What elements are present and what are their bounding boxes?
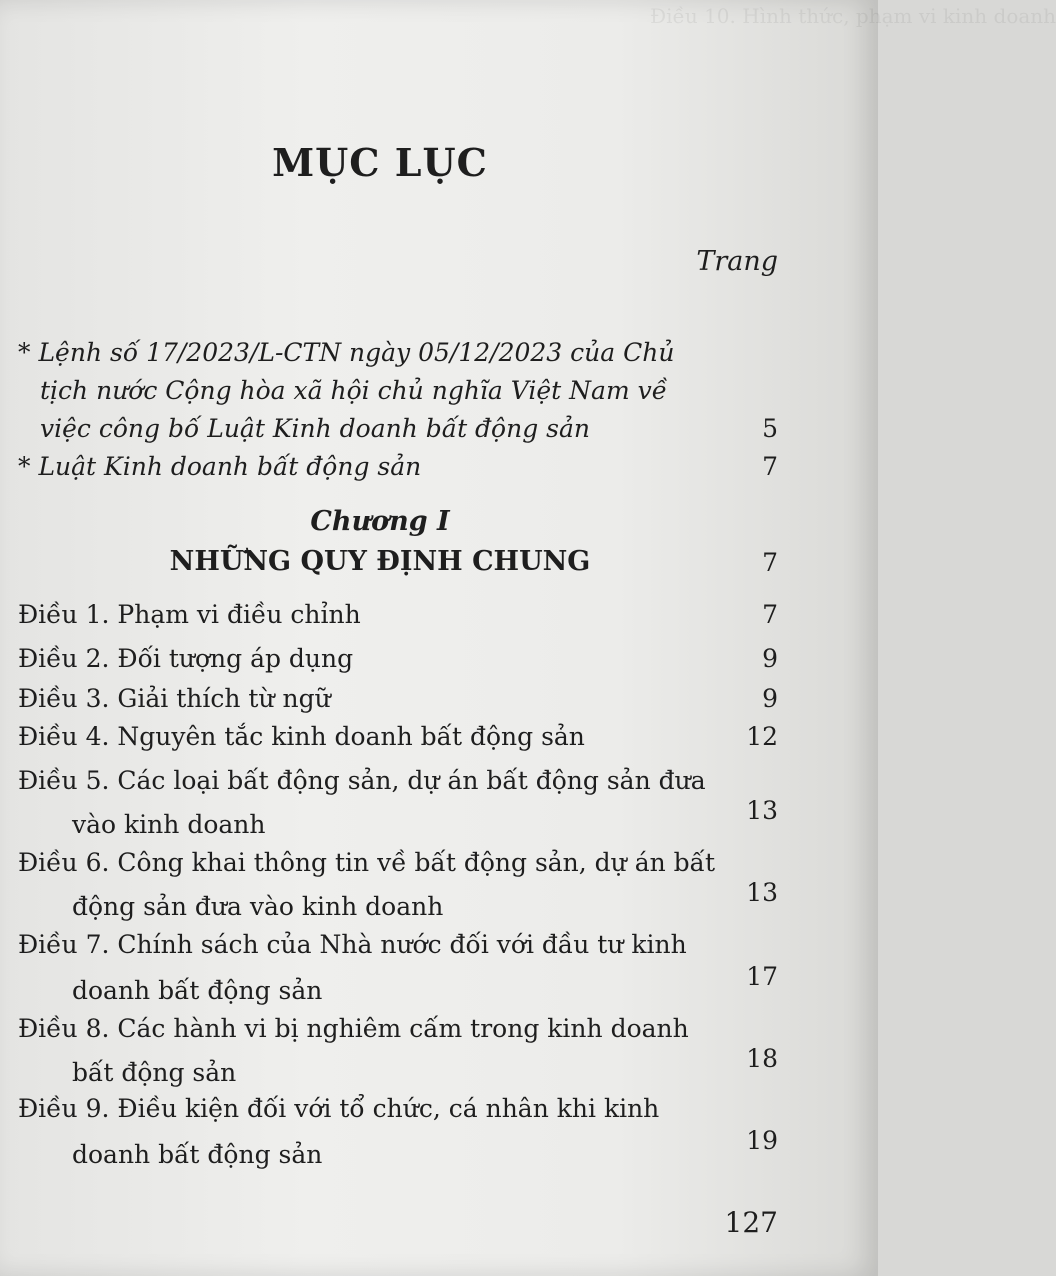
entry-line: Điều 7. Chính sách của Nhà nước đối với đầu tư kinh: [18, 930, 687, 959]
toc-entry: [18, 718, 778, 756]
entry-line: doanh bất động sản: [72, 976, 323, 1005]
entry-page: 7: [762, 600, 778, 629]
entry-line: Điều 8. Các hành vi bị nghiêm cấm trong kinh doanh: [18, 1014, 689, 1043]
entry-line: Điều 3. Giải thích từ ngữ: [18, 684, 331, 713]
entry-line: Điều 9. Điều kiện đối với tổ chức, cá nhân khi kinh: [18, 1094, 660, 1123]
entry-line: * Luật Kinh doanh bất động sản: [18, 452, 422, 481]
entry-line: tịch nước Cộng hòa xã hội chủ nghĩa Việt Nam về: [40, 376, 668, 405]
page-title: MỤC LỤC: [272, 140, 488, 185]
chapter-page: 7: [762, 548, 778, 577]
entry-line-wrap: [72, 796, 778, 844]
chapter-label: Chương I: [310, 506, 450, 537]
entry-line-wrap: [72, 1126, 778, 1174]
entry-page: 13: [746, 796, 778, 825]
entry-page: 17: [746, 962, 778, 991]
entry-line: Điều 5. Các loại bất động sản, dự án bất động sản đưa: [18, 766, 706, 795]
entry-line: bất động sản: [72, 1058, 237, 1087]
entry-page: 9: [762, 644, 778, 673]
entry-line: việc công bố Luật Kinh doanh bất động sản: [40, 414, 590, 443]
toc-entry: [18, 596, 778, 634]
entry-page: 5: [762, 414, 778, 443]
entry-page: 13: [746, 878, 778, 907]
bleed-through-text: Điều 10. Hình thức, phạm vi kinh doanh: [650, 4, 1056, 28]
entry-line: Điều 4. Nguyên tắc kinh doanh bất động sản: [18, 722, 585, 751]
entry-line-wrap: [72, 962, 778, 1010]
entry-page: 9: [762, 684, 778, 713]
entry-line: vào kinh doanh: [72, 810, 266, 839]
entry-line-wrap: [40, 410, 778, 448]
page-column-label: Trang: [696, 246, 778, 277]
entry-page: 7: [762, 452, 778, 481]
entry-line-wrap: [72, 1044, 778, 1092]
entry-line-wrap: [72, 878, 778, 926]
entry-page: 12: [746, 722, 778, 751]
toc-entry: [18, 680, 778, 718]
intro-entry: [18, 448, 778, 486]
entry-line: Điều 6. Công khai thông tin về bất động sản, dự án bất: [18, 848, 716, 877]
page-number: 127: [724, 1206, 778, 1239]
entry-line: doanh bất động sản: [72, 1140, 323, 1169]
chapter-name: NHỮNG QUY ĐỊNH CHUNG: [169, 546, 591, 577]
entry-line: * Lệnh số 17/2023/L-CTN ngày 05/12/2023 của Chủ: [18, 338, 675, 367]
toc-entry: [18, 640, 778, 678]
entry-line: Điều 2. Đối tượng áp dụng: [18, 644, 354, 673]
entry-line: Điều 1. Phạm vi điều chỉnh: [18, 600, 361, 629]
entry-page: 19: [746, 1126, 778, 1155]
entry-line: động sản đưa vào kinh doanh: [72, 892, 444, 921]
entry-page: 18: [746, 1044, 778, 1073]
